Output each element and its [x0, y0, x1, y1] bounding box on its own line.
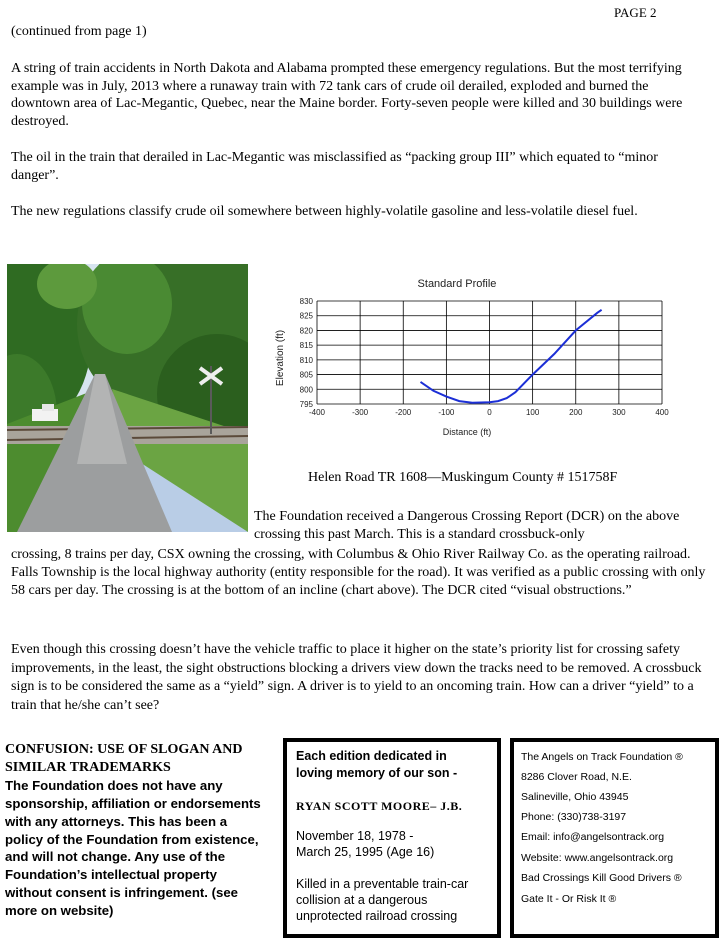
memorial-name: RYAN SCOTT MOORE– J.B.: [296, 799, 463, 813]
chart-x-label: Distance (ft): [442, 427, 492, 437]
chart-x-tick-label: 100: [525, 408, 540, 417]
contact-slogan-2: Gate It - Or Risk It ®: [521, 893, 617, 905]
contact-website[interactable]: Website: www.angelsontrack.org: [521, 852, 674, 864]
memorial-note-1: Killed in a preventable train-car: [296, 877, 469, 891]
elevation-profile-chart: [262, 270, 672, 442]
contact-box: [510, 738, 719, 938]
confusion-notice: [5, 741, 265, 920]
page-number: PAGE 2: [614, 5, 657, 20]
chart-x-tick-label: 400: [655, 408, 669, 417]
chart-y-tick-label: 805: [299, 370, 313, 380]
memorial-box: [283, 738, 501, 938]
confusion-body: The Foundation does not have any sponsorship, affiliation or endorsements with any attorneys. This has been a policy of the Foundation from existence, and will not change. Any use of the Foundation’s intellectual property without consent is infringement. (see more on website): [5, 777, 261, 919]
rail-trail-crossing-photo: [7, 264, 248, 532]
chart-y-tick-label: 810: [299, 355, 313, 365]
chart-y-tick-label: 815: [299, 341, 313, 351]
chart-series-line: [421, 310, 602, 403]
memorial-note-3: unprotected railroad crossing: [296, 909, 458, 923]
chart-y-tick-label: 830: [299, 297, 313, 306]
chart-x-tick-label: 300: [612, 408, 626, 417]
paragraph-misclassified: The oil in the train that derailed in Lac-Megantic was misclassified as “packing group III” which equated to “minor danger”.: [11, 150, 658, 183]
contact-phone: Phone: (330)738-3197: [521, 811, 627, 823]
dcr-paragraph-rest: crossing, 8 trains per day, CSX owning the crossing, with Columbus & Ohio River Railway Co. as the operating railroad. Falls Township is the local highway authority (entity responsible for the road). It was verified as a public crossing with only 58 cars per day. The crossing is at the bottom of an incline (chart above). The DCR cited “visual obstructions.”: [11, 547, 706, 598]
paragraph-regulations: The new regulations classify crude oil somewhere between highly-volatile gasoline and less-volatile diesel fuel.: [11, 204, 638, 219]
contact-street: 8286 Clover Road, N.E.: [521, 771, 632, 783]
contact-org: The Angels on Track Foundation ®: [521, 751, 683, 763]
chart-grid: [317, 301, 662, 404]
chart-x-tick-label: 0: [487, 408, 492, 417]
chart-y-tick-label: 795: [299, 400, 313, 409]
chart-x-tick-label: -100: [438, 408, 455, 417]
chart-y-tick-label: 800: [299, 385, 313, 395]
memorial-birth-date: November 18, 1978 -: [296, 829, 414, 843]
chart-title: Standard Profile: [417, 278, 497, 290]
contact-city: Salineville, Ohio 43945: [521, 791, 629, 803]
chart-x-tick-label: -400: [308, 408, 326, 417]
chart-x-tick-label: 200: [569, 408, 583, 417]
continued-note: (continued from page 1): [11, 24, 147, 39]
chart-y-label: Elevation (ft): [275, 329, 286, 387]
memorial-death-date: March 25, 1995 (Age 16): [296, 845, 435, 859]
memorial-line-1: Each edition dedicated in: [296, 749, 447, 763]
chart-x-tick-label: -300: [352, 408, 369, 417]
chart-x-tick-label: -200: [395, 408, 412, 417]
chart-y-ticks: [300, 297, 314, 409]
chart-y-tick-label: 820: [299, 326, 313, 336]
paragraph-sight-obstructions: Even though this crossing doesn’t have the vehicle traffic to place it higher on the state’s priority list for crossing safety improvements, in the least, the sight obstructions blocking a drivers view down the tracks need to be removed. A crossbuck sign is to be considered the same as a “yield” sign. A driver is to yield to an oncoming train. How can a driver “yield” to a train that he/she can’t see?: [11, 642, 702, 713]
chart-y-tick-label: 825: [299, 311, 313, 321]
memorial-line-2: loving memory of our son -: [296, 766, 458, 780]
memorial-note-2: collision at a dangerous: [296, 893, 428, 907]
chart-x-ticks: [309, 408, 669, 417]
dcr-paragraph-lead: The Foundation received a Dangerous Crossing Report (DCR) on the above crossing this past March. This is a standard crossbuck-only: [254, 509, 680, 542]
paragraph-accidents: A string of train accidents in North Dakota and Alabama prompted these emergency regulations. But the most terrifying example was in July, 2013 where a runaway train with 72 tank cars of crude oil derailed, exploded and burned the downtown area of Lac-Megantic, Quebec, near the Maine border. Forty-seven people were killed and 30 buildings were destroyed.: [11, 61, 683, 129]
crossing-caption: Helen Road TR 1608—Muskingum County # 151758F: [308, 470, 618, 485]
confusion-heading: CONFUSION: USE OF SLOGAN AND SIMILAR TRADEMARKS: [5, 742, 243, 775]
contact-slogan-1: Bad Crossings Kill Good Drivers ®: [521, 872, 682, 884]
contact-email[interactable]: Email: info@angelsontrack.org: [521, 831, 665, 843]
